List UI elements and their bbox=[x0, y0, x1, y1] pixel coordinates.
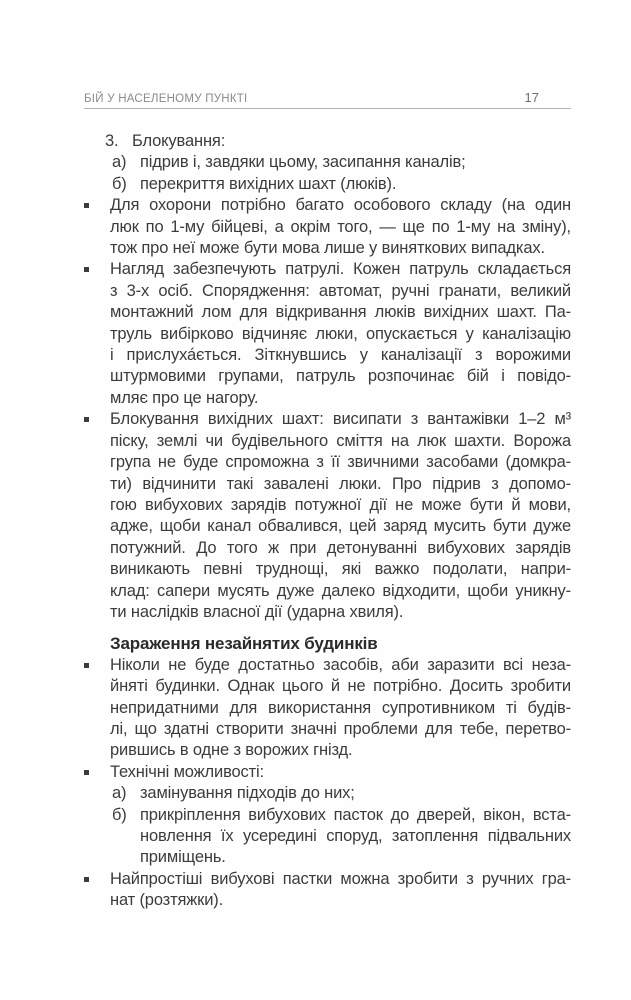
text-line: труль вибірково відчиняє люки, опускається у каналізацію bbox=[110, 324, 571, 343]
list-marker: б) bbox=[112, 174, 127, 193]
text-line: монтажний лом для відкривання люків вихідних шахт. Па- bbox=[110, 303, 571, 322]
lettered-sub-item bbox=[110, 805, 571, 869]
text-line: нат (розтяжки). bbox=[110, 891, 224, 910]
text-line: Блокування вихідних шахт: висипати з вантажівки 1–2 м³ bbox=[110, 410, 571, 429]
text-line: мляє про це нагору. bbox=[110, 388, 259, 407]
bullet-item bbox=[110, 409, 571, 623]
text-line: Для охорони потрібно багато особового складу (на один bbox=[110, 196, 571, 215]
bullet-square-icon bbox=[84, 770, 89, 775]
text-line: виникають певні труднощі, які важко подолати, напри- bbox=[110, 560, 571, 579]
text-line: рившись в одне з ворожих гнізд. bbox=[110, 741, 353, 760]
bullet-square-icon bbox=[84, 877, 89, 882]
page-content bbox=[105, 131, 571, 912]
text-line: тож про неї може бути мова лише у виняткових випадках. bbox=[110, 239, 545, 258]
running-head-title: БІЙ У НАСЕЛЕНОМУ ПУНКТІ bbox=[84, 93, 248, 105]
list-marker: а) bbox=[112, 784, 127, 803]
bullet-square-icon bbox=[84, 417, 89, 422]
text-line: люк по 1-му бійцеві, а окрім того, — ще по 1-му на зміну), bbox=[110, 217, 571, 236]
section-heading bbox=[110, 633, 571, 654]
text-line: ти) відчинити такі завалені люки. Про підрив з допомо- bbox=[110, 474, 571, 493]
bullet-item bbox=[110, 762, 571, 783]
text-line: потужний. До того ж при детонуванні вибухових зарядів bbox=[110, 538, 571, 557]
text-line: новлення їх усередині споруд, затоплення підвальних bbox=[140, 827, 571, 845]
list-marker: б) bbox=[112, 805, 127, 824]
text-line: Технічні можливості: bbox=[110, 762, 264, 781]
text-line: з 3-х осіб. Спорядження: автомат, ручні гранати, великий bbox=[110, 281, 571, 300]
bullet-square-icon bbox=[84, 203, 89, 208]
text-line: Нагляд забезпечують патрулі. Кожен патруль складається bbox=[110, 260, 571, 279]
text-line: гою вибухових зарядів потужної дії не може бути й мови, bbox=[110, 495, 571, 514]
bullet-square-icon bbox=[84, 663, 89, 668]
text-line: підрив і, завдяки цьому, засипання каналів; bbox=[140, 153, 466, 172]
text-line: замінування підходів до них; bbox=[140, 784, 355, 803]
bullet-item bbox=[110, 869, 571, 912]
bullet-square-icon bbox=[84, 267, 89, 272]
numbered-item bbox=[105, 131, 571, 152]
text-line: група не буде спроможна з її звичними засобами (домкра- bbox=[110, 453, 571, 472]
text-line: йняті будинки. Однак цього й не потрібно. Досить зробити bbox=[110, 677, 571, 696]
bullet-item bbox=[110, 655, 571, 762]
text-line: приміщень. bbox=[140, 848, 226, 867]
text-line: ти наслідків власної дії (ударна хвиля). bbox=[110, 602, 404, 621]
list-marker: а) bbox=[112, 153, 127, 172]
text-line: перекриття вихідних шахт (люків). bbox=[140, 174, 397, 193]
bullet-item bbox=[110, 195, 571, 259]
lettered-sub-item bbox=[110, 174, 571, 195]
bullet-item bbox=[110, 259, 571, 409]
list-marker: 3. bbox=[105, 132, 119, 150]
text-line: адже, щоби канал обвалився, цей заряд мусить бути дуже bbox=[110, 517, 571, 536]
text-line: Найпростіші вибухові пастки можна зробити з ручних гра- bbox=[110, 869, 571, 888]
text-line: Ніколи не буде достатньо засобів, аби заразити всі неза- bbox=[110, 655, 571, 674]
text-line: Блокування: bbox=[132, 132, 226, 150]
text-line: штурмовими групами, патруль розпочинає бій і повідо- bbox=[110, 367, 571, 386]
section-heading-text: Зараження незайнятих будинків bbox=[110, 634, 378, 654]
running-head bbox=[84, 0, 571, 109]
lettered-sub-item bbox=[110, 152, 571, 173]
text-line: лі, що здатні створити значні проблеми для тебе, перетво- bbox=[110, 719, 571, 738]
page-number: 17 bbox=[524, 90, 539, 105]
text-line: піску, землі чи будівельного сміття на люк шахти. Ворожа bbox=[110, 431, 571, 450]
text-line: прикріплення вибухових пасток до дверей, вікон, вста- bbox=[140, 805, 571, 824]
text-line: і прислуха́ється. Зіткнувшись у каналізації з ворожими bbox=[110, 346, 571, 365]
text-line: клад: сапери мусять дуже далеко відходити, щоби уникну- bbox=[110, 581, 571, 600]
text-line: непридатними для використання супротивником ті будів- bbox=[110, 698, 571, 717]
lettered-sub-item bbox=[110, 783, 571, 804]
